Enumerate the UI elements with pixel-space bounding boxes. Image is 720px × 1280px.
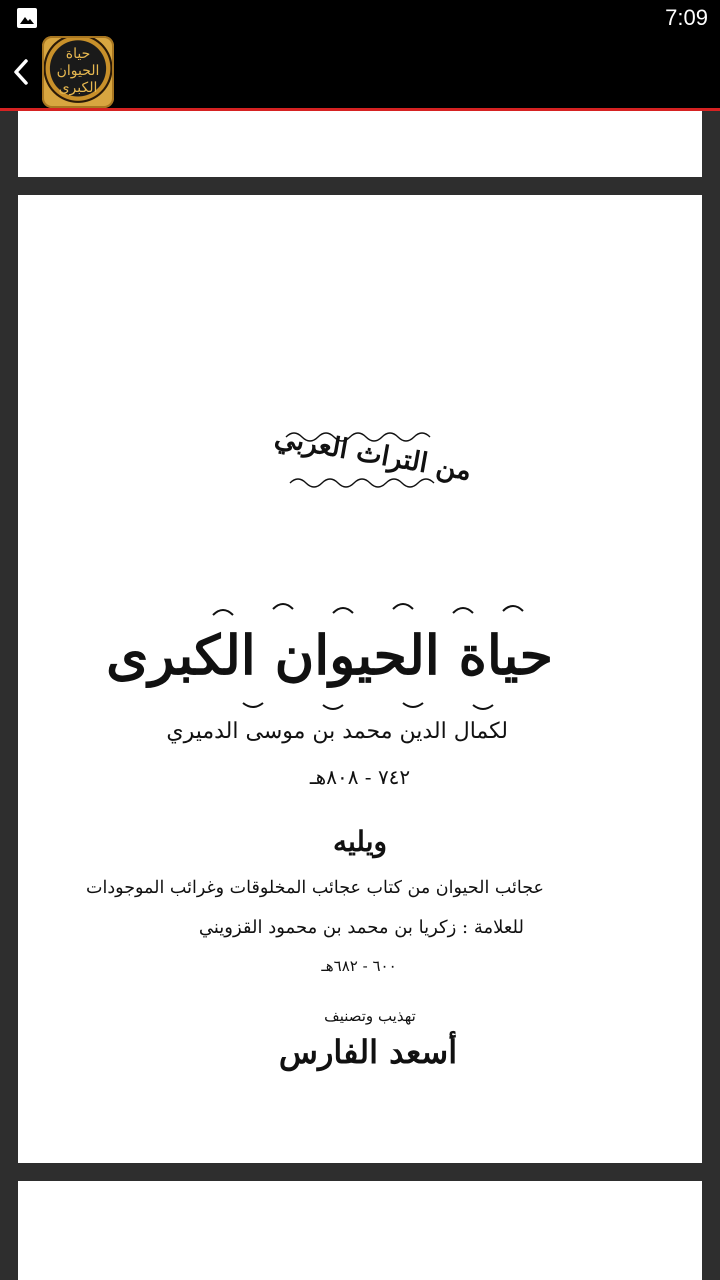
- editor-name: أسعد الفارس: [278, 1033, 458, 1071]
- appendix-dates: ٦٠٠ - ٦٨٢هـ: [321, 957, 397, 975]
- book-author: لكمال الدين محمد بن موسى الدميري: [166, 719, 508, 744]
- status-time: 7:09: [665, 5, 708, 30]
- chevron-left-icon[interactable]: [6, 56, 38, 88]
- pdf-viewer[interactable]: [0, 111, 720, 1280]
- next-page: [18, 1181, 702, 1280]
- app-logo: [42, 36, 114, 108]
- status-bar: [0, 0, 720, 36]
- book-title-page: [18, 195, 702, 1163]
- appendix-author: للعلامة : زكريا بن محمد بن محمود القزويني: [198, 917, 524, 938]
- appendix-title: عجائب الحيوان من كتاب عجائب المخلوقات وغرائب الموجودات: [86, 878, 544, 898]
- series-emblem: [268, 421, 478, 489]
- title-block: [106, 595, 553, 715]
- edited-by-label: تهذيب وتصنيف: [324, 1007, 416, 1025]
- app-logo-text: حياة الحيوان الكبرى: [56, 46, 100, 96]
- book-title: حياة الحيوان الكبرى: [106, 623, 553, 687]
- followed-by-label: ويليه: [332, 825, 388, 858]
- image-icon: [17, 8, 37, 28]
- previous-page: [18, 111, 702, 177]
- app-bar: [0, 36, 720, 108]
- series-title: من التراث العربي: [272, 421, 474, 488]
- author-dates: ٧٤٢ - ٨٠٨هـ: [309, 765, 411, 789]
